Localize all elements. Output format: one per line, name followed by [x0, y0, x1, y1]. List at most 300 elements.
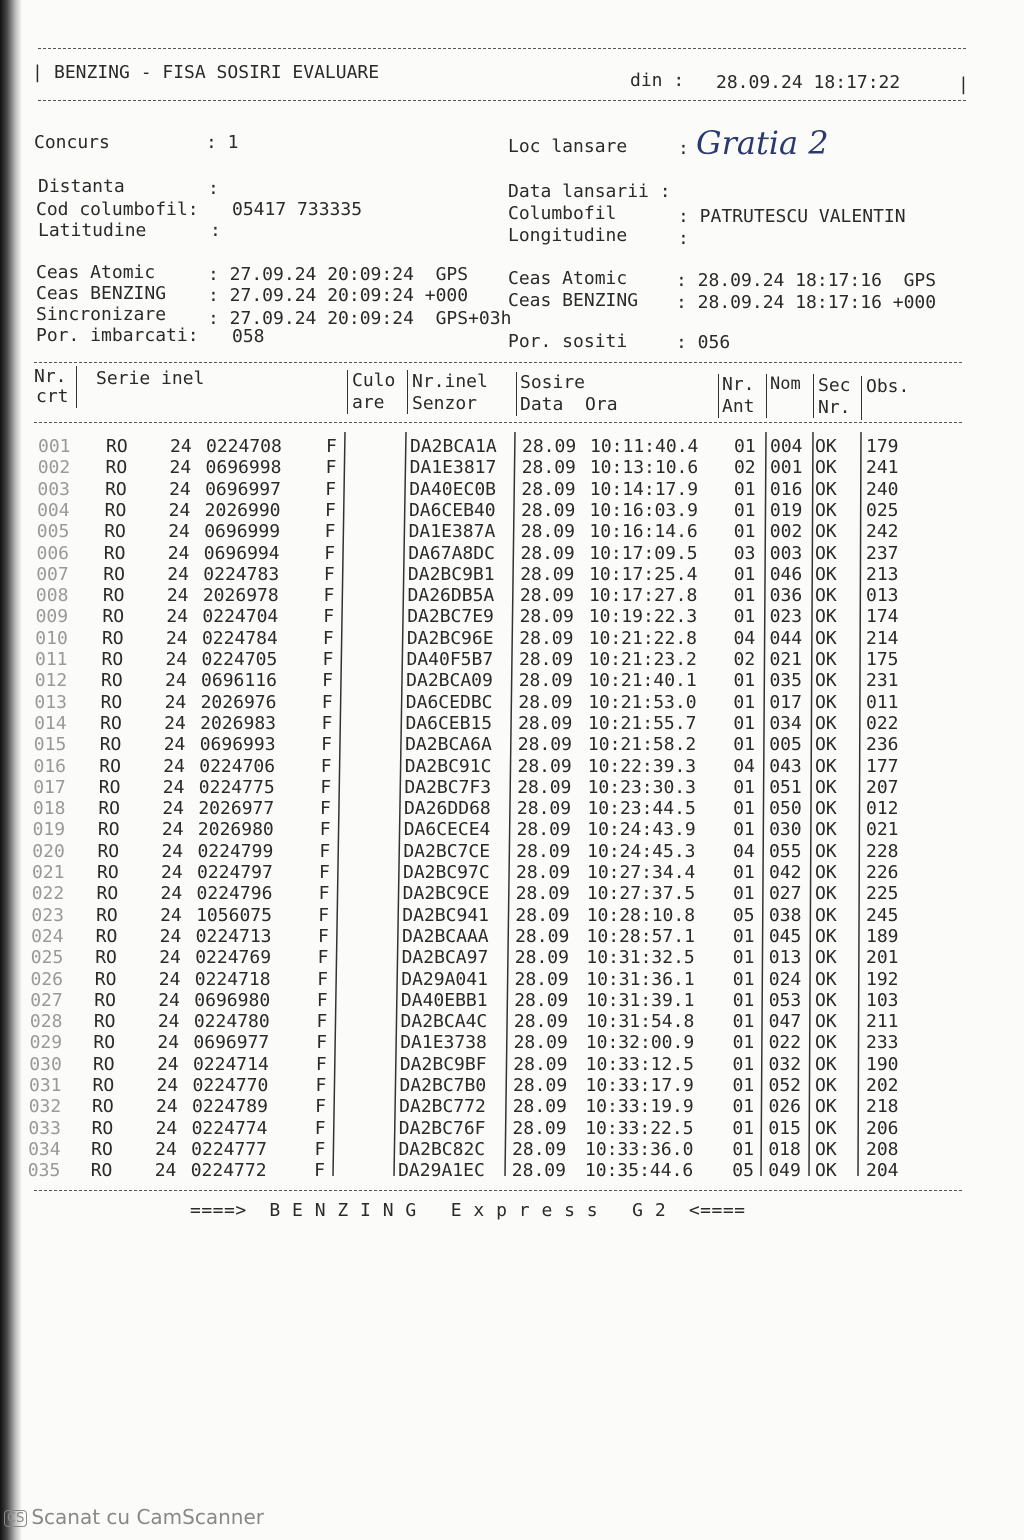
- cell-inel: 0224783: [203, 563, 280, 585]
- cell-ant: 01: [732, 1075, 755, 1096]
- cell-nr: 033: [28, 1117, 61, 1139]
- cell-sex: F: [325, 478, 337, 500]
- cell-nr: 010: [35, 627, 68, 649]
- cell-sex: F: [319, 862, 330, 883]
- cell-ant: 01: [733, 606, 756, 628]
- cell-inel: 2026990: [204, 499, 281, 521]
- cell-ora: 10:11:40.4: [590, 436, 699, 457]
- cell-sec: OK: [815, 436, 837, 457]
- cell-data: 28.09: [517, 755, 572, 777]
- cell-sex: F: [322, 627, 334, 649]
- cell-tara: RO: [101, 627, 124, 649]
- cell-sec: OK: [815, 478, 837, 500]
- cell-data: 28.09: [519, 627, 574, 649]
- cell-nr: 030: [29, 1053, 62, 1075]
- cell-data: 28.09: [513, 1011, 569, 1033]
- cell-ant: 05: [732, 904, 755, 926]
- cell-sex: F: [314, 1117, 326, 1139]
- cell-nom: 005: [769, 734, 802, 756]
- cell-tara: RO: [100, 691, 123, 713]
- cell-inel: 0224706: [199, 755, 276, 777]
- cell-sec: OK: [815, 627, 837, 649]
- cell-inel: 0224799: [197, 840, 274, 862]
- cell-ant: 02: [733, 649, 756, 670]
- cell-ant: 01: [733, 563, 756, 585]
- cell-inel: 0696116: [201, 670, 277, 692]
- cell-nom: 015: [768, 1117, 801, 1139]
- data-lansarii-label: Data lansarii :: [508, 181, 671, 202]
- cell-an: 24: [169, 478, 191, 500]
- cell-sec: OK: [815, 563, 837, 585]
- por-imbarcati-value: 058: [232, 326, 265, 347]
- cell-sex: F: [317, 968, 329, 990]
- cell-ora: 10:31:54.8: [585, 1011, 695, 1033]
- cell-an: 24: [164, 691, 187, 713]
- cell-nom: 023: [769, 606, 803, 628]
- cell-sex: F: [319, 819, 331, 841]
- cell-obs: 012: [866, 798, 899, 820]
- cell-senzor: DA40F5B7: [406, 649, 494, 670]
- cell-nom: 047: [768, 1011, 802, 1033]
- ceas-atomic-value-right: : 28.09.24 18:17:16 GPS: [676, 270, 937, 291]
- cell-nom: 034: [769, 712, 802, 734]
- cell-senzor: DA2BCA6A: [405, 734, 492, 756]
- cell-tara: RO: [101, 649, 124, 670]
- cell-nom: 043: [769, 755, 802, 777]
- cell-inel: 0224708: [206, 436, 282, 457]
- cell-data: 28.09: [512, 1138, 567, 1160]
- cell-nom: 013: [768, 947, 802, 969]
- cell-inel: 0224789: [192, 1096, 268, 1118]
- cell-senzor: DA1E3817: [409, 457, 497, 479]
- cell-data: 28.09: [515, 925, 570, 947]
- cell-an: 24: [157, 1011, 180, 1033]
- cell-an: 24: [168, 521, 190, 543]
- cell-tara: RO: [101, 670, 123, 692]
- cell-sex: F: [314, 1160, 325, 1182]
- cell-tara: RO: [102, 585, 125, 607]
- camscanner-logo: CS: [4, 1510, 27, 1527]
- cell-data: 28.09: [515, 904, 570, 926]
- cell-ora: 10:35:44.6: [584, 1160, 694, 1182]
- cell-senzor: DA2BCA4C: [400, 1011, 488, 1033]
- cell-data: 28.09: [515, 883, 570, 905]
- cell-sec: OK: [815, 457, 837, 479]
- cell-ora: 10:31:32.5: [586, 947, 695, 969]
- report-date-label: din :: [630, 70, 685, 91]
- cell-obs: 214: [866, 627, 899, 649]
- col-serie-header: Serie inel: [96, 368, 205, 389]
- ceas-benzing-value-left: : 27.09.24 20:09:24 +000: [208, 285, 469, 306]
- cell-nr: 003: [37, 478, 70, 500]
- cell-data: 28.09: [512, 1117, 567, 1139]
- cell-sec: OK: [815, 606, 837, 628]
- cell-ant: 01: [732, 1138, 755, 1160]
- cell-senzor: DA2BC7B0: [399, 1075, 487, 1096]
- cell-inel: 0224777: [191, 1138, 267, 1160]
- ceas-atomic-value-left: : 27.09.24 20:09:24 GPS: [208, 264, 469, 285]
- cell-sex: F: [322, 670, 333, 692]
- cell-sec: OK: [815, 1138, 837, 1160]
- cell-sex: F: [324, 542, 336, 564]
- cell-obs: 211: [866, 1011, 899, 1033]
- cell-sec: OK: [815, 499, 837, 521]
- cell-nr: 006: [36, 542, 70, 564]
- cell-nom: 049: [768, 1160, 801, 1182]
- cell-an: 24: [159, 947, 181, 969]
- cell-ora: 10:27:37.5: [586, 883, 696, 905]
- cell-ora: 10:23:30.3: [587, 776, 696, 798]
- cell-obs: 011: [866, 691, 899, 713]
- cell-nr: 013: [34, 691, 67, 713]
- cell-sex: F: [319, 840, 331, 862]
- cell-sex: F: [315, 1053, 327, 1075]
- cell-obs: 025: [866, 499, 899, 521]
- cell-sex: F: [315, 1075, 327, 1096]
- cell-senzor: DA2BC82C: [398, 1138, 486, 1160]
- latitudine-label: Latitudine: [38, 220, 147, 241]
- col-sec-header: Sec: [818, 375, 851, 396]
- cell-sec: OK: [815, 840, 837, 862]
- cell-ora: 10:17:27.8: [588, 585, 698, 607]
- cell-obs: 189: [866, 925, 899, 947]
- cell-ant: 02: [733, 457, 756, 479]
- cell-data: 28.09: [513, 1075, 568, 1096]
- col-data-ora-header: Data Ora: [520, 394, 618, 415]
- cell-data: 28.09: [522, 436, 577, 457]
- cell-senzor: DA2BC7E9: [407, 606, 494, 628]
- cell-senzor: DA26DD68: [404, 798, 491, 820]
- cell-an: 24: [158, 968, 181, 990]
- cell-sex: F: [318, 904, 330, 926]
- cell-senzor: DA40EBB1: [400, 989, 488, 1011]
- cell-nom: 022: [768, 1032, 802, 1054]
- cell-obs: 190: [866, 1053, 899, 1075]
- cell-tara: RO: [105, 457, 128, 479]
- cell-ant: 01: [733, 734, 755, 756]
- cell-sex: F: [320, 798, 331, 820]
- cell-ant: 04: [733, 840, 755, 862]
- cell-an: 24: [170, 436, 192, 457]
- report-date: 28.09.24 18:17:22: [716, 72, 901, 93]
- col-senzor-header: Senzor: [412, 393, 478, 414]
- cell-obs: 240: [866, 478, 899, 500]
- cell-sex: F: [324, 521, 336, 543]
- cell-obs: 242: [866, 521, 899, 543]
- cell-ant: 01: [732, 1032, 755, 1054]
- cell-an: 24: [156, 1096, 178, 1118]
- cell-sec: OK: [815, 670, 837, 692]
- cell-ant: 01: [733, 521, 756, 543]
- cell-ora: 10:19:22.3: [588, 606, 698, 628]
- cell-senzor: DA6CEDBC: [405, 691, 493, 713]
- cell-sex: F: [315, 1096, 326, 1118]
- camscanner-watermark: [4, 1505, 264, 1529]
- cell-sex: F: [326, 436, 337, 457]
- cell-ant: 04: [733, 627, 756, 649]
- cell-an: 24: [168, 499, 191, 521]
- cell-ant: 01: [733, 478, 756, 500]
- cell-sec: OK: [815, 1053, 837, 1075]
- cell-ora: 10:33:22.5: [585, 1117, 694, 1139]
- cell-inel: 0224769: [195, 947, 272, 969]
- col-nom-header: Nom: [770, 374, 801, 394]
- cell-sex: F: [321, 691, 333, 713]
- cell-inel: 0696993: [199, 734, 276, 756]
- cell-inel: 2026983: [200, 712, 276, 734]
- cell-tara: RO: [100, 712, 122, 734]
- cell-ora: 10:21:22.8: [588, 627, 698, 649]
- cell-tara: RO: [98, 798, 121, 820]
- por-sositi-value: : 056: [676, 332, 731, 353]
- cell-data: 28.09: [512, 1096, 567, 1118]
- cell-sex: F: [323, 563, 335, 585]
- cell-sec: OK: [815, 883, 837, 905]
- cell-ant: 01: [734, 436, 756, 457]
- cell-senzor: DA2BCAAA: [401, 925, 489, 947]
- cell-tara: RO: [99, 755, 121, 777]
- cell-tara: RO: [96, 904, 118, 926]
- cell-inel: 0696998: [205, 457, 282, 479]
- cell-ora: 10:17:25.4: [589, 563, 698, 585]
- cell-an: 24: [159, 925, 182, 947]
- cell-inel: 0224714: [192, 1053, 269, 1075]
- cell-ora: 10:28:57.1: [586, 925, 695, 947]
- cell-data: 28.09: [521, 478, 576, 500]
- por-sositi-label: Por. sositi: [508, 331, 628, 352]
- cell-data: 28.09: [513, 1053, 568, 1075]
- cell-sec: OK: [815, 691, 837, 713]
- cell-sex: F: [324, 499, 336, 521]
- cell-an: 24: [155, 1138, 177, 1160]
- cell-data: 28.09: [511, 1160, 566, 1182]
- cell-sex: F: [321, 712, 333, 734]
- cell-obs: 201: [866, 947, 899, 969]
- cell-nr: 012: [34, 670, 68, 692]
- cell-nom: 053: [768, 989, 802, 1011]
- cell-nr: 024: [31, 925, 64, 947]
- cell-sex: F: [323, 606, 335, 628]
- cell-data: 28.09: [514, 947, 569, 969]
- cell-obs: 202: [866, 1075, 899, 1096]
- cell-sec: OK: [815, 968, 837, 990]
- cell-obs: 233: [866, 1032, 899, 1054]
- cell-ora: 10:21:58.2: [587, 734, 697, 756]
- cell-sec: OK: [815, 649, 837, 670]
- cell-ant: 01: [732, 1117, 755, 1139]
- cell-inel: 0224705: [201, 649, 278, 670]
- cell-tara: RO: [96, 883, 119, 905]
- cell-inel: 0224797: [197, 862, 273, 883]
- cell-tara: RO: [103, 563, 125, 585]
- concurs-value: : 1: [206, 132, 239, 153]
- cell-sex: F: [316, 989, 328, 1011]
- cell-nr: 009: [35, 606, 69, 628]
- cell-tara: RO: [97, 819, 120, 841]
- cell-obs: 022: [866, 712, 899, 734]
- title-bar-right: |: [958, 74, 969, 95]
- cell-an: 24: [154, 1160, 177, 1182]
- cell-ant: 01: [733, 712, 756, 734]
- cell-senzor: DA67A8DC: [408, 542, 495, 564]
- cell-ant: 01: [732, 989, 755, 1011]
- cell-data: 28.09: [517, 734, 572, 756]
- cell-sec: OK: [815, 712, 837, 734]
- cell-nom: 046: [769, 563, 803, 585]
- cell-ora: 10:33:12.5: [585, 1053, 695, 1075]
- cell-senzor: DA29A041: [401, 968, 488, 990]
- cell-ora: 10:27:34.4: [587, 862, 696, 883]
- cell-nr: 029: [29, 1032, 63, 1054]
- cell-data: 28.09: [519, 585, 575, 607]
- cell-obs: 225: [866, 883, 899, 905]
- cell-obs: 192: [866, 968, 899, 990]
- cell-senzor: DA2BCA09: [406, 670, 493, 692]
- cell-ant: 01: [733, 798, 755, 820]
- cell-data: 28.09: [516, 840, 571, 862]
- cell-nr: 019: [32, 819, 66, 841]
- cell-an: 24: [160, 904, 182, 926]
- title-bar-left: |: [32, 62, 43, 83]
- cell-nr: 020: [32, 840, 65, 862]
- cell-nr: 001: [38, 436, 71, 457]
- cell-nr: 027: [30, 989, 63, 1011]
- cell-obs: 179: [866, 436, 899, 457]
- cell-ant: 01: [732, 883, 755, 905]
- cell-obs: 177: [866, 755, 899, 777]
- cell-obs: 103: [866, 989, 899, 1011]
- cell-data: 28.09: [518, 670, 573, 692]
- col-crt-header: crt: [36, 386, 69, 407]
- cell-nom: 004: [770, 436, 803, 457]
- cell-nom: 016: [769, 478, 803, 500]
- cell-sec: OK: [815, 1160, 837, 1182]
- cell-tara: RO: [92, 1075, 115, 1096]
- cell-nr: 032: [28, 1096, 62, 1118]
- cell-obs: 204: [866, 1160, 899, 1182]
- cell-inel: 0224796: [196, 883, 273, 905]
- cell-obs: 241: [866, 457, 899, 479]
- cell-inel: 0224704: [202, 606, 279, 628]
- cell-senzor: DA6CECE4: [403, 819, 491, 841]
- sincronizare-value: : 27.09.24 20:09:24 GPS+03h: [208, 308, 512, 329]
- cell-nom: 027: [768, 883, 802, 905]
- cell-nr: 034: [28, 1138, 61, 1160]
- cell-obs: 237: [866, 542, 899, 564]
- cell-inel: 0224713: [195, 925, 272, 947]
- cell-inel: 0224775: [198, 776, 275, 798]
- cell-nr: 023: [31, 904, 64, 926]
- cell-senzor: DA2BC941: [402, 904, 489, 926]
- cell-sex: F: [321, 734, 332, 756]
- cell-nr: 011: [35, 649, 68, 670]
- cell-ora: 10:33:19.9: [585, 1096, 694, 1118]
- cell-tara: RO: [95, 925, 118, 947]
- cell-nom: 038: [768, 904, 802, 926]
- cell-data: 28.09: [514, 989, 569, 1011]
- cell-nom: 019: [769, 499, 803, 521]
- cell-data: 28.09: [519, 606, 574, 628]
- cell-tara: RO: [98, 776, 121, 798]
- col-culoare-header: Culo: [352, 370, 396, 391]
- cod-columbofil-value: 05417 733335: [232, 199, 363, 220]
- cell-an: 24: [162, 776, 185, 798]
- cell-senzor: DA2BC7F3: [404, 776, 492, 798]
- cell-obs: 228: [866, 840, 899, 862]
- cell-nom: 024: [768, 968, 802, 990]
- cell-senzor: DA1E3738: [400, 1032, 487, 1054]
- cell-nr: 016: [33, 755, 67, 777]
- cell-tara: RO: [91, 1117, 114, 1139]
- cell-senzor: DA2BC7CE: [403, 840, 491, 862]
- cell-inel: 2026976: [200, 691, 277, 713]
- cell-ora: 10:21:55.7: [588, 712, 697, 734]
- cell-nr: 026: [30, 968, 64, 990]
- cell-an: 24: [165, 670, 187, 692]
- cell-sec: OK: [815, 925, 837, 947]
- cell-sex: F: [316, 1011, 328, 1033]
- cell-tara: RO: [97, 862, 119, 883]
- cell-obs: 213: [866, 563, 899, 585]
- cell-nr: 031: [29, 1075, 62, 1096]
- cell-nom: 044: [769, 627, 803, 649]
- cell-ant: 04: [733, 755, 755, 777]
- cell-inel: 2026978: [202, 585, 279, 607]
- cell-ant: 05: [732, 1160, 754, 1182]
- cell-obs: 245: [866, 904, 899, 926]
- cell-sex: F: [317, 947, 329, 969]
- cell-ant: 01: [733, 776, 755, 798]
- ceas-benzing-label-right: Ceas BENZING: [508, 290, 639, 311]
- cell-ant: 01: [733, 819, 755, 841]
- cell-nom: 017: [769, 691, 802, 713]
- cell-sec: OK: [815, 776, 837, 798]
- cell-inel: 0224770: [192, 1075, 269, 1096]
- cell-tara: RO: [104, 521, 126, 543]
- cell-ant: 01: [733, 691, 756, 713]
- cell-data: 28.09: [521, 457, 576, 479]
- loc-lansare-label: Loc lansare: [508, 136, 628, 157]
- cell-an: 24: [161, 862, 183, 883]
- concurs-label: Concurs: [34, 132, 110, 153]
- cell-ora: 10:24:45.3: [587, 840, 696, 862]
- cell-sec: OK: [815, 542, 837, 564]
- cell-data: 28.09: [521, 499, 576, 521]
- cell-ant: 01: [732, 1053, 755, 1075]
- cell-inel: 0696997: [205, 478, 281, 500]
- cell-ant: 01: [732, 947, 755, 969]
- cell-nr: 025: [30, 947, 64, 969]
- cell-senzor: DA2BC9CE: [402, 883, 490, 905]
- columbofil-value: : PATRUTESCU VALENTIN: [678, 206, 906, 227]
- cell-ora: 10:16:14.6: [589, 521, 698, 543]
- cell-senzor: DA2BC91C: [404, 755, 492, 777]
- cell-nr: 022: [31, 883, 65, 905]
- cell-ora: 10:22:39.3: [587, 755, 697, 777]
- cell-data: 28.09: [516, 819, 571, 841]
- cell-an: 24: [169, 457, 192, 479]
- cell-senzor: DA2BC96E: [406, 627, 494, 649]
- cell-ant: 01: [733, 585, 756, 607]
- cell-nr: 035: [27, 1160, 61, 1182]
- cell-ora: 10:33:17.9: [585, 1075, 694, 1096]
- cell-nom: 032: [768, 1053, 802, 1075]
- cell-data: 28.09: [518, 691, 573, 713]
- cell-inel: 0696999: [204, 521, 281, 543]
- cell-senzor: DA40EC0B: [409, 478, 496, 500]
- cell-an: 24: [165, 649, 188, 670]
- sincronizare-label: Sincronizare: [36, 304, 167, 325]
